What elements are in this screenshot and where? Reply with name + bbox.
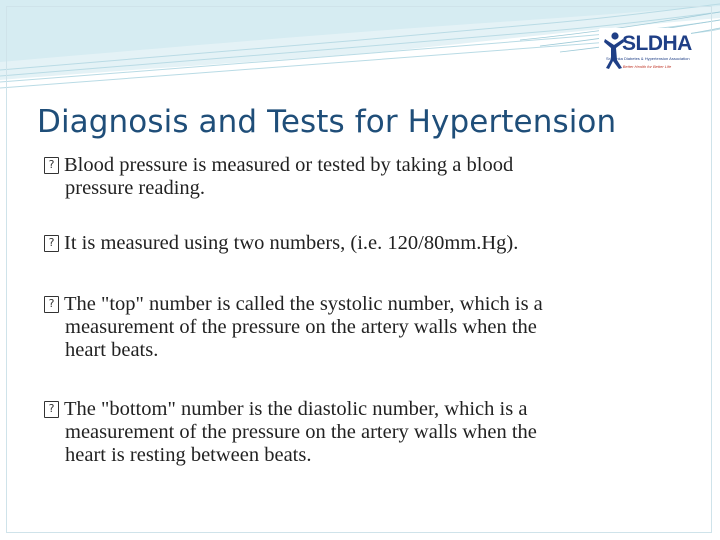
bullet-item <box>44 398 704 467</box>
logo-wordmark: SLDHA <box>622 32 692 55</box>
bullet-line: It is measured using two numbers, (i.e. 120/80mm.Hg). <box>64 232 519 254</box>
bullet-item <box>44 293 704 362</box>
bullet-line: The "bottom" number is the diastolic number, which is a <box>64 398 528 420</box>
bullet-line: measurement of the pressure on the artery walls when the <box>65 421 537 443</box>
bullet-line: heart beats. <box>65 339 159 361</box>
logo-subtitle: Sri Lanka Diabetes & Hypertension Association <box>606 56 690 61</box>
bullet-line: Blood pressure is measured or tested by taking a blood <box>64 154 514 176</box>
missing-glyph-bullet-icon: ? <box>44 296 59 313</box>
missing-glyph-bullet-icon: ? <box>44 157 59 174</box>
bullet-text <box>44 232 704 255</box>
bullet-item <box>44 232 704 255</box>
slide-title: Diagnosis and Tests for Hypertension <box>37 104 617 140</box>
bullet-text <box>44 293 704 362</box>
bullet-line: The "top" number is called the systolic number, which is a <box>64 293 543 315</box>
bullet-line: measurement of the pressure on the artery walls when the <box>65 316 537 338</box>
bullet-line: heart is resting between beats. <box>65 444 312 466</box>
bullet-item <box>44 154 704 200</box>
bullet-text <box>44 154 704 200</box>
logo-tagline: Better Health for Better Life <box>622 64 672 69</box>
sldha-logo <box>599 28 691 78</box>
bullet-line: pressure reading. <box>65 177 206 199</box>
missing-glyph-bullet-icon: ? <box>44 235 59 252</box>
bullet-text <box>44 398 704 467</box>
missing-glyph-bullet-icon: ? <box>44 401 59 418</box>
